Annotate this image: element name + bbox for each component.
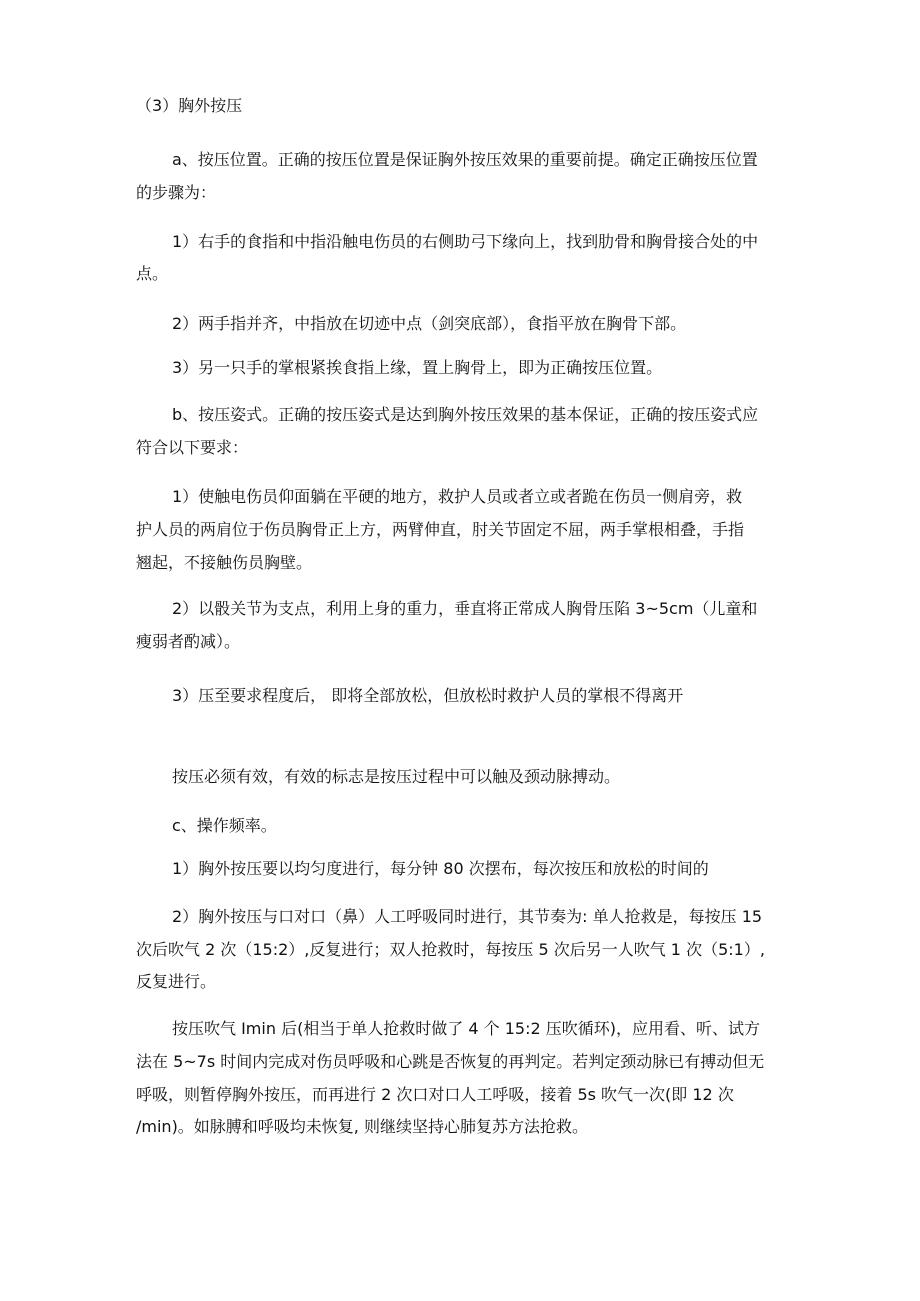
section-b-title: b、按压姿式。正确的按压姿式是达到胸外按压效果的基本保证，正确的按压姿式应 [172,405,759,424]
section-b-step1-cont: 护人员的两肩位于伤员胸骨正上方，两臂伸直，肘关节固定不屈，两手掌根相叠，手指 [136,520,745,539]
section-a-step1: 1）右手的食指和中指沿触电伤员的右侧助弓下缘向上，找到肋骨和胸骨接合处的中 [172,232,759,251]
section-c-step2-cont: 次后吹气 2 次（15:2）,反复进行；双人抢救时，每按压 5 次后另一人吹气 1 次（5:1）, [136,940,765,959]
section-heading: （3）胸外按压 [136,96,243,115]
section-a-step1-cont: 点。 [136,264,169,283]
section-c-step2: 2）胸外按压与口对口（鼻）人工呼吸同时进行，其节奏为: 单人抢救是，每按压 15 [172,907,763,926]
section-a-step3: 3）另一只手的掌根紧挨食指上缘，置上胸骨上，即为正确按压位置。 [172,358,663,377]
section-b-step1-cont2: 翘起，不接触伤员胸壁。 [136,553,313,572]
section-b-title-cont: 符合以下要求： [136,438,249,457]
section-c-step1: 1）胸外按压要以均匀度进行，每分钟 80 次摆布，每次按压和放松的时间的 [172,859,709,878]
section-b-step2: 2）以骰关节为支点，利用上身的重力，垂直将正常成人胸骨压陷 3~5cm（儿童和 [172,599,758,618]
section-a-title: a、按压位置。正确的按压位置是保证胸外按压效果的重要前提。确定正确按压位置 [172,150,758,169]
section-a-step2: 2）两手指并齐，中指放在切迹中点（剑突底部），食指平放在胸骨下部。 [172,314,687,333]
section-c-title: c、操作频率。 [172,816,277,835]
effectiveness-note: 按压必须有效，有效的标志是按压过程中可以触及颈动脉搏动。 [172,767,621,786]
section-c-step2-cont2: 反复进行。 [136,972,217,991]
section-b-step3: 3）压至要求程度后， 即将全部放松，但放松时救护人员的掌根不得离开 [172,686,684,705]
section-b-step2-cont: 瘦弱者酌减）。 [136,632,241,651]
closing-paragraph-cont3: /min)。如脉膊和呼吸均未恢复, 则继续坚持心肺复苏方法抢救。 [136,1117,588,1136]
closing-paragraph-cont2: 呼吸，则暂停胸外按压，而再进行 2 次口对口人工呼吸，接着 5s 吹气一次(即 12 次 [136,1085,734,1104]
section-a-title-cont: 的步骤为： [136,183,217,202]
section-b-step1: 1）使触电伤员仰面躺在平硬的地方，救护人员或者立或者跪在伤员一侧肩旁，救 [172,487,743,506]
closing-paragraph-cont: 法在 5~7s 时间内完成对伤员呼吸和心跳是否恢复的再判定。若判定颈动脉已有搏动但无 [136,1052,765,1071]
closing-paragraph: 按压吹气 Imin 后(相当于单人抢救时做了 4 个 15:2 压吹循环)，应用看、听、试方 [172,1019,761,1038]
